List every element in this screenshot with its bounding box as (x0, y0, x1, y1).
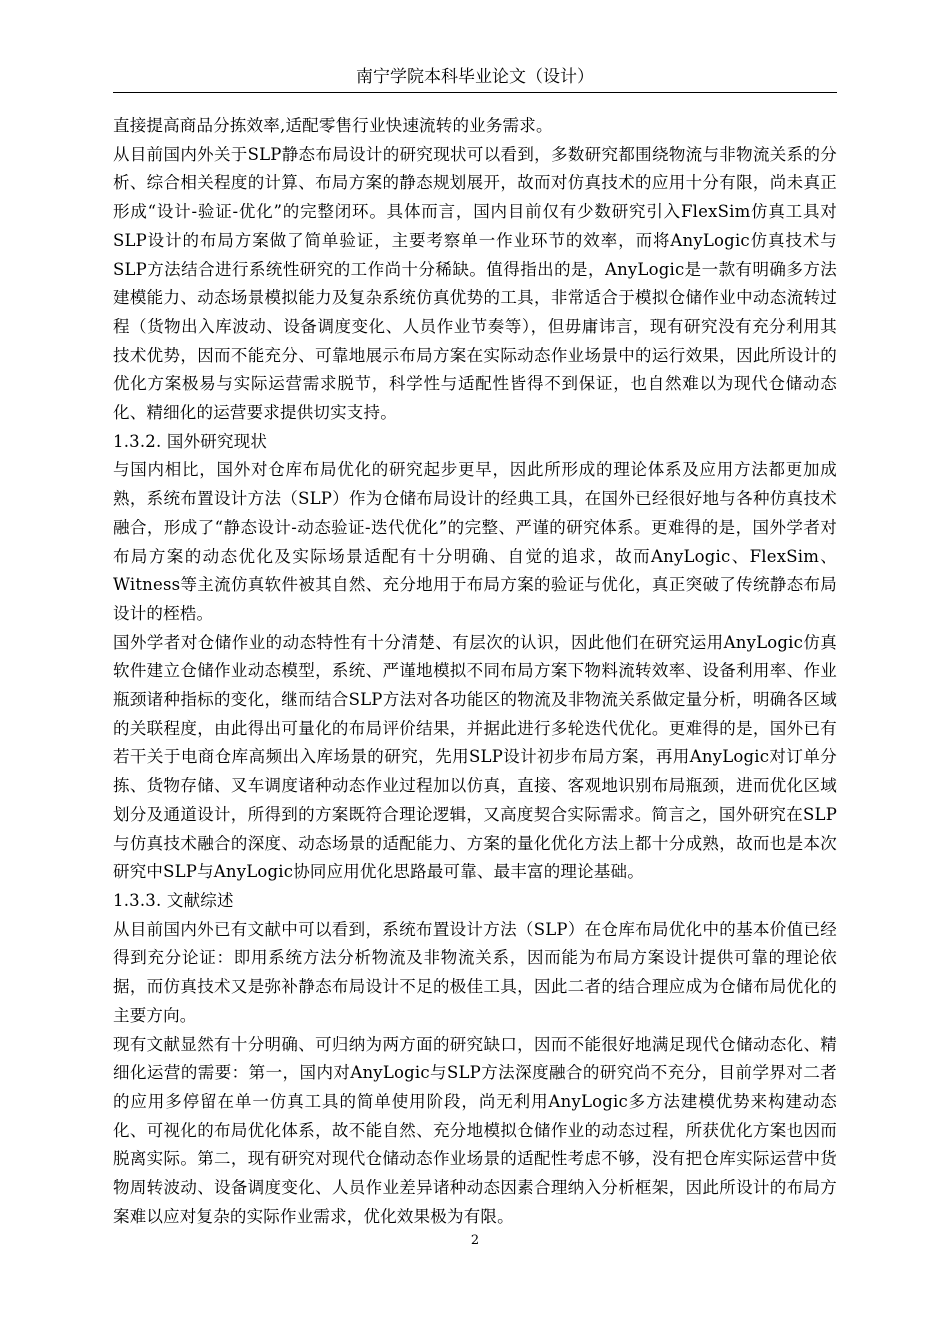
page-body (113, 112, 837, 1231)
section-heading: 1.3.2. 国外研究现状 (113, 431, 268, 451)
paragraph: 直接提高商品分拣效率,适配零售行业快速流转的业务需求。 (113, 116, 553, 135)
paragraph: 现有文献显然有十分明确、可归纳为两方面的研究缺口，因而不能很好地满足现代仓储动态化、精细化运营的需要：第一，国内对AnyLogic与SLP方法深度融合的研究尚不充分，目前学界对二者的应用多停留在单一仿真工具的简单使用阶段，尚无利用AnyLogic多方法建模优势来构建动态化、可视化的布局优化体系，故不能自然、充分地模拟仓储作业的动态过程，所获优化方案也因而脱离实际。第二，现有研究对现代仓储动态作业场景的适配性考虑不够，没有把仓库实际运营中货物周转波动、设备调度变化、人员作业差异诸种动态因素合理纳入分析框架，因此所设计的布局方案难以应对复杂的实际作业需求，优化效果极为有限。 (113, 1034, 837, 1226)
header-divider (113, 92, 837, 93)
paragraph: 从目前国内外已有文献中可以看到，系统布置设计方法（SLP）在仓库布局优化中的基本价值已经得到充分论证：即用系统方法分析物流及非物流关系，因而能为布局方案设计提供可靠的理论依据，而仿真技术又是弥补静态布局设计不足的极佳工具，因此二者的结合理应成为仓储布局优化的主要方向。 (113, 919, 837, 1025)
paragraph: 从目前国内外关于SLP静态布局设计的研究现状可以看到，多数研究都围绕物流与非物流关系的分析、综合相关程度的计算、布局方案的静态规划展开，故而对仿真技术的应用十分有限，尚未真正形成“设计-验证-优化”的完整闭环。具体而言，国内目前仅有少数研究引入FlexSim仿真工具对SLP设计的布局方案做了简单验证，主要考察单一作业环节的效率，而将AnyLogic仿真技术与SLP方法结合进行系统性研究的工作尚十分稀缺。值得指出的是，AnyLogic是一款有明确多方法建模能力、动态场景模拟能力及复杂系统仿真优势的工具，非常适合于模拟仓储作业中动态流转过程（货物出入库波动、设备调度变化、人员作业节奏等），但毋庸讳言，现有研究没有充分利用其技术优势，因而不能充分、可靠地展示布局方案在实际动态作业场景中的运行效果，因此所设计的优化方案极易与实际运营需求脱节，科学性与适配性皆得不到保证，也自然难以为现代仓储动态化、精细化的运营要求提供切实支持。 (113, 144, 837, 423)
paragraph: 国外学者对仓储作业的动态特性有十分清楚、有层次的认识，因此他们在研究运用AnyLogic仿真软件建立仓储作业动态模型，系统、严谨地模拟不同布局方案下物料流转效率、设备利用率、作业瓶颈诸种指标的变化，继而结合SLP方法对各功能区的物流及非物流关系做定量分析，明确各区域的关联程度，由此得出可量化的布局评价结果，并据此进行多轮迭代优化。更难得的是，国外已有若干关于电商仓库高频出入库场景的研究，先用SLP设计初步布局方案，再用AnyLogic对订单分拣、货物存储、叉车调度诸种动态作业过程加以仿真，直接、客观地识别布局瓶颈，进而优化区域划分及通道设计，所得到的方案既符合理论逻辑，又高度契合实际需求。简言之，国外研究在SLP与仿真技术融合的深度、动态场景的适配能力、方案的量化优化方法上都十分成熟，故而也是本次研究中SLP与AnyLogic协同应用优化思路最可靠、最丰富的理论基础。 (113, 632, 837, 882)
page-number: 2 (470, 1233, 480, 1248)
header-title: 南宁学院本科毕业论文（设计） (356, 67, 594, 87)
paragraph: 与国内相比，国外对仓库布局优化的研究起步更早，因此所形成的理论体系及应用方法都更加成熟，系统布置设计方法（SLP）作为仓储布局设计的经典工具，在国外已经很好地与各种仿真技术融合，形成了“静态设计-动态验证-迭代优化”的完整、严谨的研究体系。更难得的是，国外学者对布局方案的动态优化及实际场景适配有十分明确、自觉的追求，故而AnyLogic、FlexSim、Witness等主流仿真软件被其自然、充分地用于布局方案的验证与优化，真正突破了传统静态布局设计的桎梏。 (113, 460, 837, 623)
section-heading: 1.3.3. 文献综述 (113, 890, 234, 910)
